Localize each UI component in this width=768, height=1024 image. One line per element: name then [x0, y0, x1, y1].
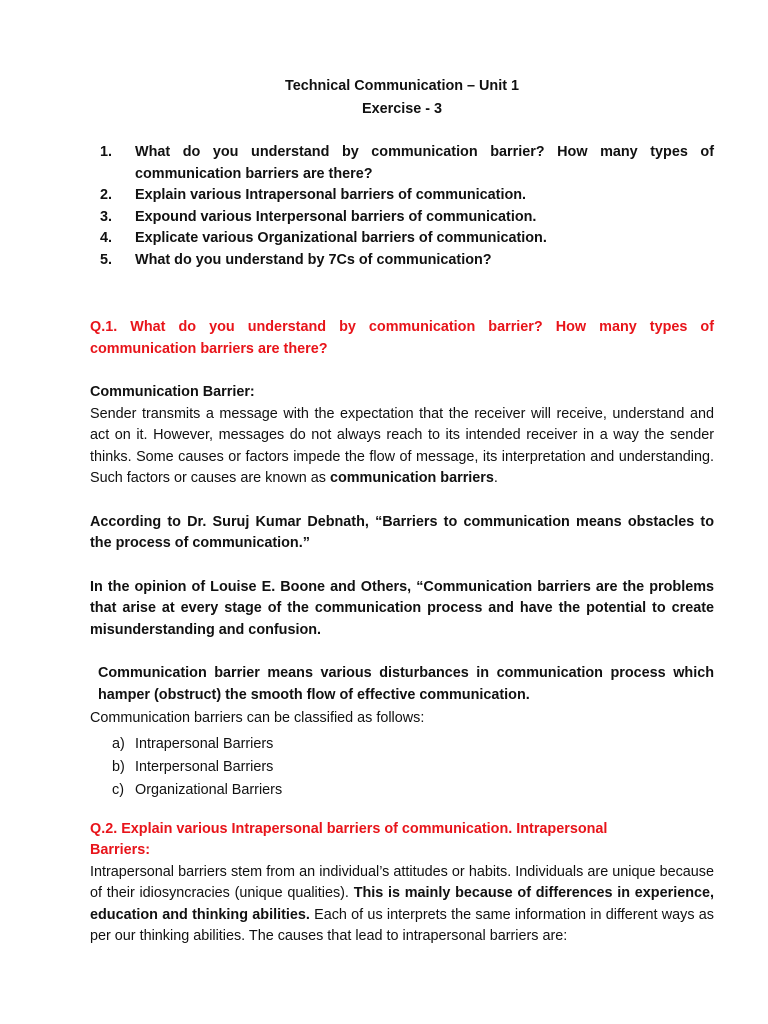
question-number: 5. [100, 251, 113, 268]
barrier-types-list [90, 734, 714, 803]
q1-quote-boone: In the opinion of Louise E. Boone and Others, “Communication barriers are the problems that arise at every stage of the communication process and have the potential to create misunderstanding and confusion. [90, 578, 714, 638]
q1-paragraph-end: . [493, 470, 498, 486]
question-number: 3. [100, 208, 113, 225]
question-text: Explain various Intrapersonal barriers of communication. [135, 187, 527, 203]
list-item-marker: a) [112, 735, 125, 752]
q2-heading-line1: Q.2. Explain various Intrapersonal barriers of communication. Intrapersonal [90, 820, 608, 837]
list-item-text: Organizational Barriers [135, 781, 283, 798]
q1-definition: Communication barrier means various disturbances in communication process which hamper (obstruct) the smooth flow of effective communication. [98, 665, 714, 703]
q1-paragraph-term: communication barriers [329, 470, 494, 486]
list-item [90, 757, 714, 780]
question-text: What do you understand by communication barrier? How many types of communication barriers are there? [135, 144, 714, 182]
q2-paragraph-end: Each of us interprets the same information in different ways as per our thinking abilities. The causes that lead to intrapersonal barriers are: [90, 906, 714, 944]
list-item-text: Interpersonal Barriers [135, 758, 274, 775]
question-text: What do you understand by 7Cs of communication? [135, 251, 492, 268]
question-list [90, 142, 714, 271]
question-number: 2. [100, 187, 113, 203]
document-subtitle: Exercise - 3 [361, 101, 442, 117]
question-item [90, 207, 714, 229]
question-item [90, 185, 714, 207]
document-header [90, 76, 714, 122]
question-number: 4. [100, 230, 113, 246]
list-item-marker: b) [112, 758, 125, 775]
list-item-marker: c) [112, 781, 124, 798]
document-title: Technical Communication – Unit 1 [284, 78, 520, 94]
question-number: 1. [100, 144, 113, 160]
q1-subheading: Communication Barrier: [90, 384, 255, 400]
list-item [90, 780, 714, 803]
q1-heading: Q.1. What do you understand by communication barrier? How many types of communication barriers are there? [90, 319, 714, 357]
q1-paragraph [90, 404, 714, 490]
q2-paragraph [90, 862, 714, 948]
list-item-text: Intrapersonal Barriers [135, 735, 274, 752]
question-item [90, 228, 714, 250]
q2-paragraph-text: Intrapersonal barriers stem from an individual’s attitudes or habits. Individuals are unique because of their idiosyncracies (unique qualities). [90, 863, 714, 901]
list-item [90, 734, 714, 757]
question-text: Explicate various Organizational barriers of communication. [135, 230, 547, 246]
q1-classified-intro: Communication barriers can be classified as follows: [90, 710, 425, 726]
q2-heading [90, 819, 714, 862]
question-text: Expound various Interpersonal barriers of communication. [135, 208, 537, 225]
q1-paragraph-text: Sender transmits a message with the expectation that the receiver will receive, understand and act on it. However, messages do not always reach to its intended receiver in a way the sender thinks. Some causes or factors impede the flow of message, its interpretation and understanding. Such factors or causes are known as [90, 405, 714, 486]
q2-paragraph-emphasis: This is mainly because of differences in experience, education and thinking abilities. [90, 885, 714, 923]
question-item [90, 142, 714, 185]
q1-quote-debnath: According to Dr. Suruj Kumar Debnath, “Barriers to communication means obstacles to the process of communication.” [90, 513, 714, 551]
question-item [90, 250, 714, 272]
q2-heading-line2: Barriers: [90, 842, 150, 858]
